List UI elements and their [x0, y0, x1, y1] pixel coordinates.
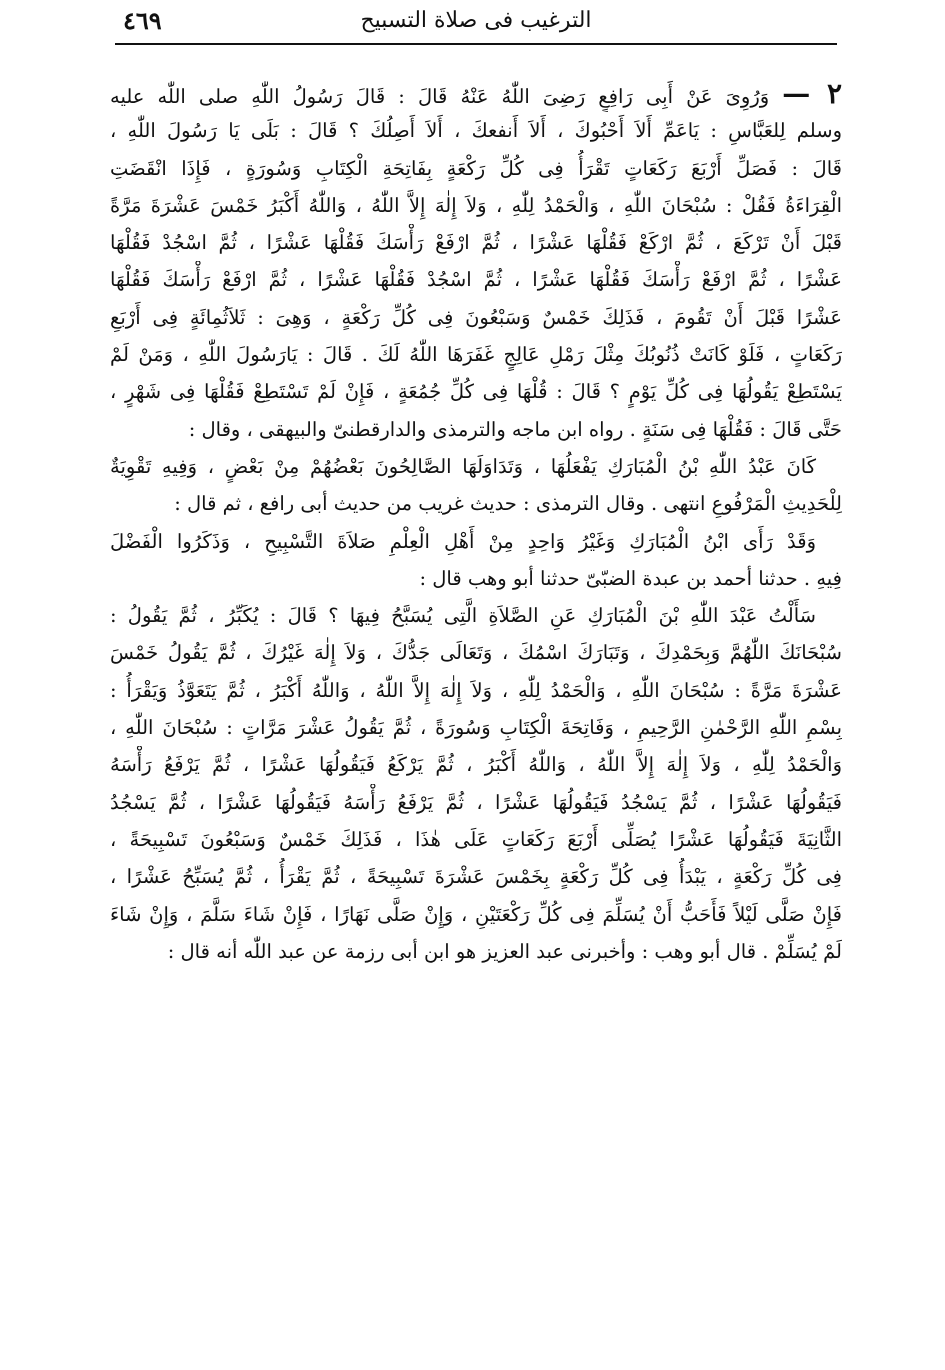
text-line: وسلم لِلعَبَّاسِ : يَاعَمِّ أَلاَ أَحْبُوكَ ، أَلاَ أَنفعكَ ، أَلاَ أَصِلُكَ ؟ قَالَ : بَلَى يَا رَسُولَ اللّٰهِ ،: [110, 119, 842, 143]
text-line: رَكَعَاتٍ ، فَلَوْ كَانَتْ ذُنُوبُكَ مِثْلَ رَمْلِ عَالِجٍ غَفَرَهَا اللّٰهُ لَكَ . قَالَ : يَارَسُولَ اللّٰهِ ، وَمَنْ لَمْ: [110, 343, 842, 367]
text-line: وَالْحَمْدُ لِلّٰهِ ، وَلاَ إِلٰهَ إِلاَّ اللّٰهُ ، وَاللّٰهُ أَكْبَرُ ، ثُمَّ يَرْكَعُ فَيَقُولُهَا عَشْرًا ، ثُمَّ يَرْفَعُ رَأْسَهُ: [110, 753, 842, 777]
text-line: بِسْمِ اللّٰهِ الرَّحْمٰنِ الرَّحِيمِ ، وَفَاتِحَةَ الْكِتَابِ وَسُورَةً ، ثُمَّ يَقُولُ عَشْرَ مَرَّاتٍ : سُبْحَانَ اللّٰهِ ،: [110, 716, 842, 740]
text-line: كَانَ عَبْدُ اللّٰهِ بْنُ الْمُبَارَكِ يَفْعَلُهَا ، وَتَدَاوَلَهَا الصَّالِحُونَ بَعْضُهُمْ مِنْ بَعْضٍ ، وَفِيهِ تَقْوِيَةٌ: [110, 454, 816, 478]
text-line-content: وَرُوِىَ عَنْ أَبِى رَافِعٍ رَضِىَ اللّٰهُ عَنْهُ قَالَ : قَالَ رَسُولُ اللّٰهِ صلى اللّٰه عليه: [110, 85, 770, 108]
text-line: عَشْرَةَ مَرَّةً : سُبْحَانَ اللّٰهِ ، وَالْحَمْدُ لِلّٰهِ ، وَلاَ إِلٰهَ إِلاَّ اللّٰهُ ، وَاللّٰهُ أَكْبَرُ ، ثُمَّ يَتَعَوَّذُ وَيَقْرَأُ :: [110, 678, 842, 702]
text-line: وَقَدْ رَأَى ابْنُ الْمُبَارَكِ وَغَيْرُ وَاحِدٍ مِنْ أَهْلِ الْعِلْمِ صَلاَةَ التَّسْبِيحِ ، وَذَكَرُوا الْفَضْلَ: [110, 529, 816, 553]
text-line: قَالَ : فَصَلِّ أَرْبَعَ رَكَعَاتٍ تَقْرَأُ فِى كُلِّ رَكْعَةٍ بِفَاتِحَةِ الْكِتَابِ وَسُورَةٍ ، فَإِذَا انْقَضَتِ: [110, 156, 842, 180]
page-header: [115, 6, 837, 40]
text-line: قَبْلَ أَنْ تَرْكَعَ ، ثُمَّ ارْكَعْ فَقُلْهَا عَشْرًا ، ثُمَّ ارْفَعْ رَأْسَكَ فَقُلْهَا عَشْرًا ، ثُمَّ اسْجُدْ فَقُلْهَا: [110, 231, 842, 255]
text-line: فِى كُلِّ رَكْعَةٍ ، يَبْدَأُ فِى كُلِّ رَكْعَةٍ بِخَمْسَ عَشْرَةَ تَسْبِيحَةً ، ثُمَّ يَقْرَأُ ، ثُمَّ يُسَبِّحُ عَشْرًا ،: [110, 865, 842, 889]
text-line: سَأَلْتُ عَبْدَ اللّٰهِ بْنَ الْمُبَارَكِ عَنِ الصَّلاَةِ الَّتِى يُسَبَّحُ فِيهَا ؟ قَالَ : يُكَبِّرُ ، ثُمَّ يَقُولُ :: [110, 604, 816, 628]
text-line: لَمْ يُسَلِّمْ . قال أبو وهب : وأخبرنى عبد العزيز هو ابن أبى رزمة عن عبد اللّٰه أنه قال :: [167, 939, 842, 963]
text-line: سُبْحَانَكَ اللّٰهُمَّ وَبِحَمْدِكَ ، وَتَبَارَكَ اسْمُكَ ، وَتَعَالَى جَدُّكَ ، وَلاَ إِلٰهَ غَيْرُكَ ، ثُمَّ يَقُولُ خَمْسَ: [110, 641, 842, 665]
page-number: ٤٦٩: [123, 6, 162, 35]
running-title: الترغيب فى صلاة التسبيح: [360, 8, 592, 33]
text-line: فَيَقُولُهَا عَشْرًا ، ثُمَّ يَسْجُدُ فَيَقُولُهَا عَشْرًا ، ثُمَّ يَرْفَعُ رَأْسَهُ فَيَقُولُهَا عَشْرًا ، ثُمَّ يَسْجُدُ: [110, 790, 842, 814]
text-line: عَشْرًا ، ثُمَّ ارْفَعْ رَأْسَكَ فَقُلْهَا عَشْرًا ، ثُمَّ اسْجُدْ فَقُلْهَا عَشْرًا ، ثُمَّ ارْفَعْ رَأْسَكَ فَقُلْهَا: [110, 268, 842, 292]
header-divider: [115, 43, 837, 45]
text-line: فِيهِ . حدثنا أحمد بن عبدة الضبّىّ حدثنا أبو وهب قال :: [419, 566, 842, 590]
text-line: يَسْتَطِعْ يَقُولُهَا فِى كُلِّ يَوْمٍ ؟ قَالَ : قُلْهَا فِى كُلِّ جُمُعَةٍ ، فَإِنْ لَمْ تَسْتَطِعْ فَقُلْهَا فِى شَهْرٍ ،: [110, 380, 842, 404]
text-line: لِلْحَدِيثِ الْمَرْفُوعِ انتهى . وقال الترمذى : حديث غريب من حديث أبى رافع ، ثم قال :: [174, 492, 842, 516]
text-line: [110, 75, 842, 112]
text-line: عَشْرًا قَبْلَ أَنْ تَقُومَ ، فَذَلِكَ خَمْسٌ وَسَبْعُونَ فِى كُلِّ رَكْعَةٍ ، وَهِىَ : ثَلاَثُمِائَةٍ فِى أَرْبَعِ: [110, 305, 842, 329]
body-text: [110, 75, 842, 970]
text-line: الثَّانِيَةَ فَيَقُولُهَا عَشْرًا يُصَلِّى أَرْبَعَ رَكَعَاتٍ عَلَى هٰذَا ، فَذَلِكَ خَمْسٌ وَسَبْعُونَ تَسْبِيحَةً ،: [110, 827, 842, 851]
text-line: فَإِنْ صَلَّى لَيْلاً فَأَحَبُّ أَنْ يُسَلِّمَ فِى كُلِّ رَكْعَتَيْنِ ، وَإِنْ صَلَّى نَهَارًا ، فَإِنْ شَاءَ سَلَّمَ ، وَإِنْ شَاءَ: [110, 902, 842, 926]
hadith-number: ٢ —: [782, 77, 842, 110]
text-line: حَتَّى قَالَ : فَقُلْهَا فِى سَنَةٍ . رواه ابن ماجه والترمذى والدارقطنىّ والبيهقى ، وقال :: [188, 417, 842, 441]
text-line: الْقِرَاءَةُ فَقُلْ : سُبْحَانَ اللّٰهِ ، وَالْحَمْدُ لِلّٰهِ ، وَلاَ إِلٰهَ إِلاَّ اللّٰهُ ، وَاللّٰهُ أَكْبَرُ خَمْسَ عَشْرَةَ مَرَّةً: [110, 193, 842, 217]
